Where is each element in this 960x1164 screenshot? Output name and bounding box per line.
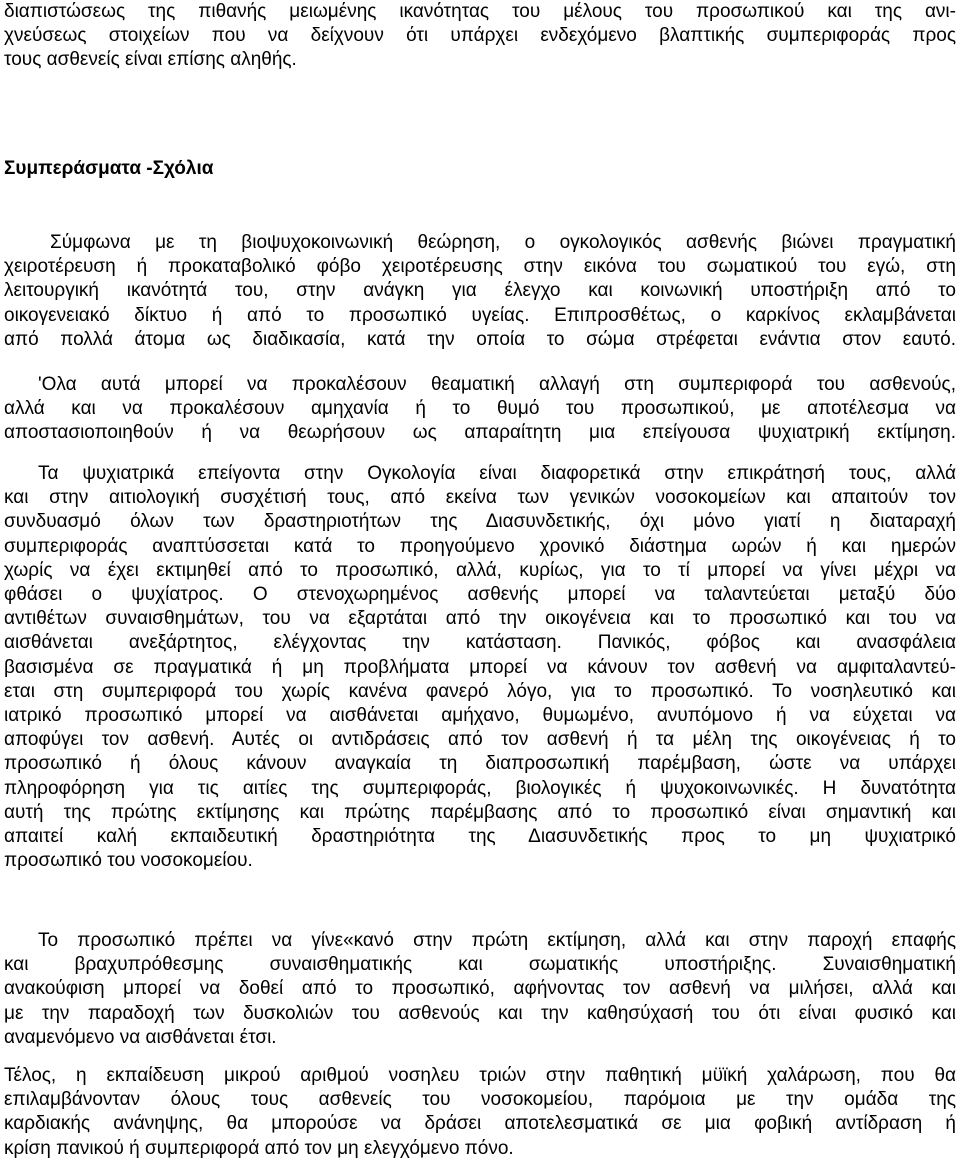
text-line: αντιθέτων συναισθημάτων, του να εξαρτάται από την οικογένεια και το προσωπικό και του να (4, 608, 956, 630)
paragraph-psychiatric-emergencies (4, 462, 956, 873)
text-line: απαιτεί καλή εκπαιδευτική δραστηριότητα της Διασυνδετικής προς το μη ψυχιατρικό (4, 826, 956, 848)
text-line: και στην αιτιολογική συσχέτισή τους, από εκείνα των γενικών νοσοκομείων και απαιτούν τον (4, 487, 956, 509)
text-line: ιατρικό προσωπικό μπορεί να αισθάνεται αμήχανο, θυμωμένο, ανυπόμονο ή να εύχεται να (4, 705, 956, 727)
text-line: χωρίς να έχει εκτιμηθεί από το προσωπικό, αλλά, κυρίως, για το τί μπορεί να γίνει μέχρι να (4, 559, 956, 581)
text-line: λειτουργική ικανότητά του, στην ανάγκη για έλεγχο και κοινωνική υποστήριξη από το (4, 280, 956, 302)
text-line: Τέλος, η εκπαίδευση μικρού αριθμού νοσηλευ τριών στην παθητική μϋϊκή χαλάρωση, που θα (4, 1065, 956, 1086)
text-line: Τα ψυχιατρικά επείγοντα στην Ογκολογία είναι διαφορετικά στην επικράτησή τους, αλλά (38, 463, 956, 484)
paragraph-biopsychosocial (4, 231, 956, 352)
text-line: αλλά και να προκαλέσουν αμηχανία ή το θυμό του προσωπικού, με αποτέλεσμα να (4, 398, 956, 420)
text-line: χνεύσεως στοιχείων που να δείχνουν ότι υπάρχει ενδεχόμενο βλαπτικής συμπεριφοράς προς (4, 25, 956, 47)
text-line: συμπεριφοράς αναπτύσσεται κατά το προηγούμενο χρονικό διάστημα ωρών ή και ημερών (4, 535, 956, 557)
text-line: τους ασθενείς είναι επίσης αληθής. (4, 49, 297, 71)
text-line: φθάσει ο ψυχίατρος. Ο στενοχωρημένος ασθενής μπορεί να ταλαντεύεται μεταξύ δύο (4, 584, 956, 606)
text-line: αποφύγει τον ασθενή. Αυτές οι αντιδράσεις από τον ασθενή ή τα μέλη της οικογένειας ή το (4, 729, 956, 751)
text-line: χειροτέρευση ή προκαταβολικό φόβο χειροτέρευσης στην εικόνα του σωματικού του εγώ, στη (4, 256, 956, 278)
text-line: διαπιστώσεως της πιθανής μειωμένης ικανότητας του μέλους του προσωπικού και της ανι- (4, 1, 956, 22)
text-line: βασισμένα σε πραγματικά ή μη προβλήματα μπορεί να κάνουν τον ασθενή να αμφιταλαντεύ- (4, 656, 956, 678)
text-line: και βραχυπρόθεσμης συναισθηματικής και σωματικής υποστήριξης. Συναισθηματική (4, 954, 956, 976)
text-line: αυτή της πρώτης εκτίμησης και πρώτης παρέμβασης από το προσωπικό είναι σημαντική και (4, 801, 956, 823)
paragraph-staff-support (4, 929, 956, 1050)
text-line: οικογενειακό δίκτυο ή από το προσωπικό υγείας. Επιπροσθέτως, ο καρκίνος εκλαμβάνεται (4, 304, 956, 326)
text-line: από πολλά άτομα ως διαδικασία, κατά την οποία το σώμα στρέφεται ενάντια στον εαυτό. (4, 328, 956, 350)
text-line: αναμενόμενο να αισθάνεται έτσι. (4, 1026, 277, 1048)
section-heading: Συμπεράσματα -Σχόλια (4, 158, 214, 179)
text-line: πληροφόρηση για τις αιτίες της συμπεριφοράς, βιολογικές ή ψυχοκοινωνικές. Η δυνατότητα (4, 777, 956, 799)
text-line: καρδιακής ανάνηψης, θα μπορούσε να δράσει αποτελεσματικά σε μια φοβική αντίδραση ή (4, 1113, 956, 1135)
text-line: επιλαμβάνονταν όλους τους ασθενείς του νοσοκομείου, παρόμοια με την ομάδα της (4, 1089, 956, 1111)
text-line: προσωπικό ή όλους κάνουν αναγκαία τη διαπροσωπική παρέμβαση, ώστε να υπάρχει (4, 753, 956, 775)
intro-paragraph (4, 0, 956, 73)
text-line: Το προσωπικό πρέπει να γίνε«κανό στην πρώτη εκτίμηση, αλλά και στην παροχή επαφής (38, 930, 956, 951)
text-line: Σύμφωνα με τη βιοψυχοκοινωνική θεώρηση, ο ογκολογικός ασθενής βιώνει πραγματική (50, 232, 956, 253)
paragraph-behavior-change (4, 373, 956, 446)
paragraph-conclusion (4, 1064, 956, 1161)
text-line: αισθάνεται ανεξάρτητος, ελέγχοντας την κατάσταση. Πανικός, φόβος και ανασφάλεια (4, 632, 956, 654)
text-line: αποστασιοποιηθούν ή να θεωρήσουν ως απαραίτητη μια επείγουσα ψυχιατρική εκτίμηση. (4, 422, 956, 444)
text-line: προσωπικό του νοσοκομείου. (4, 850, 253, 872)
text-line: 'Ολα αυτά μπορεί να προκαλέσουν θεαματική αλλαγή στη συμπεριφορά του ασθενούς, (38, 374, 956, 395)
text-line: ανακούφιση μπορεί να δοθεί από το προσωπικό, αφήνοντας τον ασθενή να μιλήσει, αλλά και (4, 978, 956, 1000)
text-line: με την παραδοχή των δυσκολιών του ασθενούς και την καθησύχασή του ότι είναι φυσικό και (4, 1002, 956, 1024)
text-line: εται στη συμπεριφορά του χωρίς κανένα φανερό λόγο, για το προσωπικό. Το νοσηλευτικό και (4, 680, 956, 702)
text-line: κρίση πανικού ή συμπεριφορά από τον μη ελεγχόμενο πόνο. (4, 1137, 514, 1159)
text-line: συνδυασμό όλων των δραστηριοτήτων της Διασυνδετικής, όχι μόνο γιατί η διαταραχή (4, 511, 956, 533)
